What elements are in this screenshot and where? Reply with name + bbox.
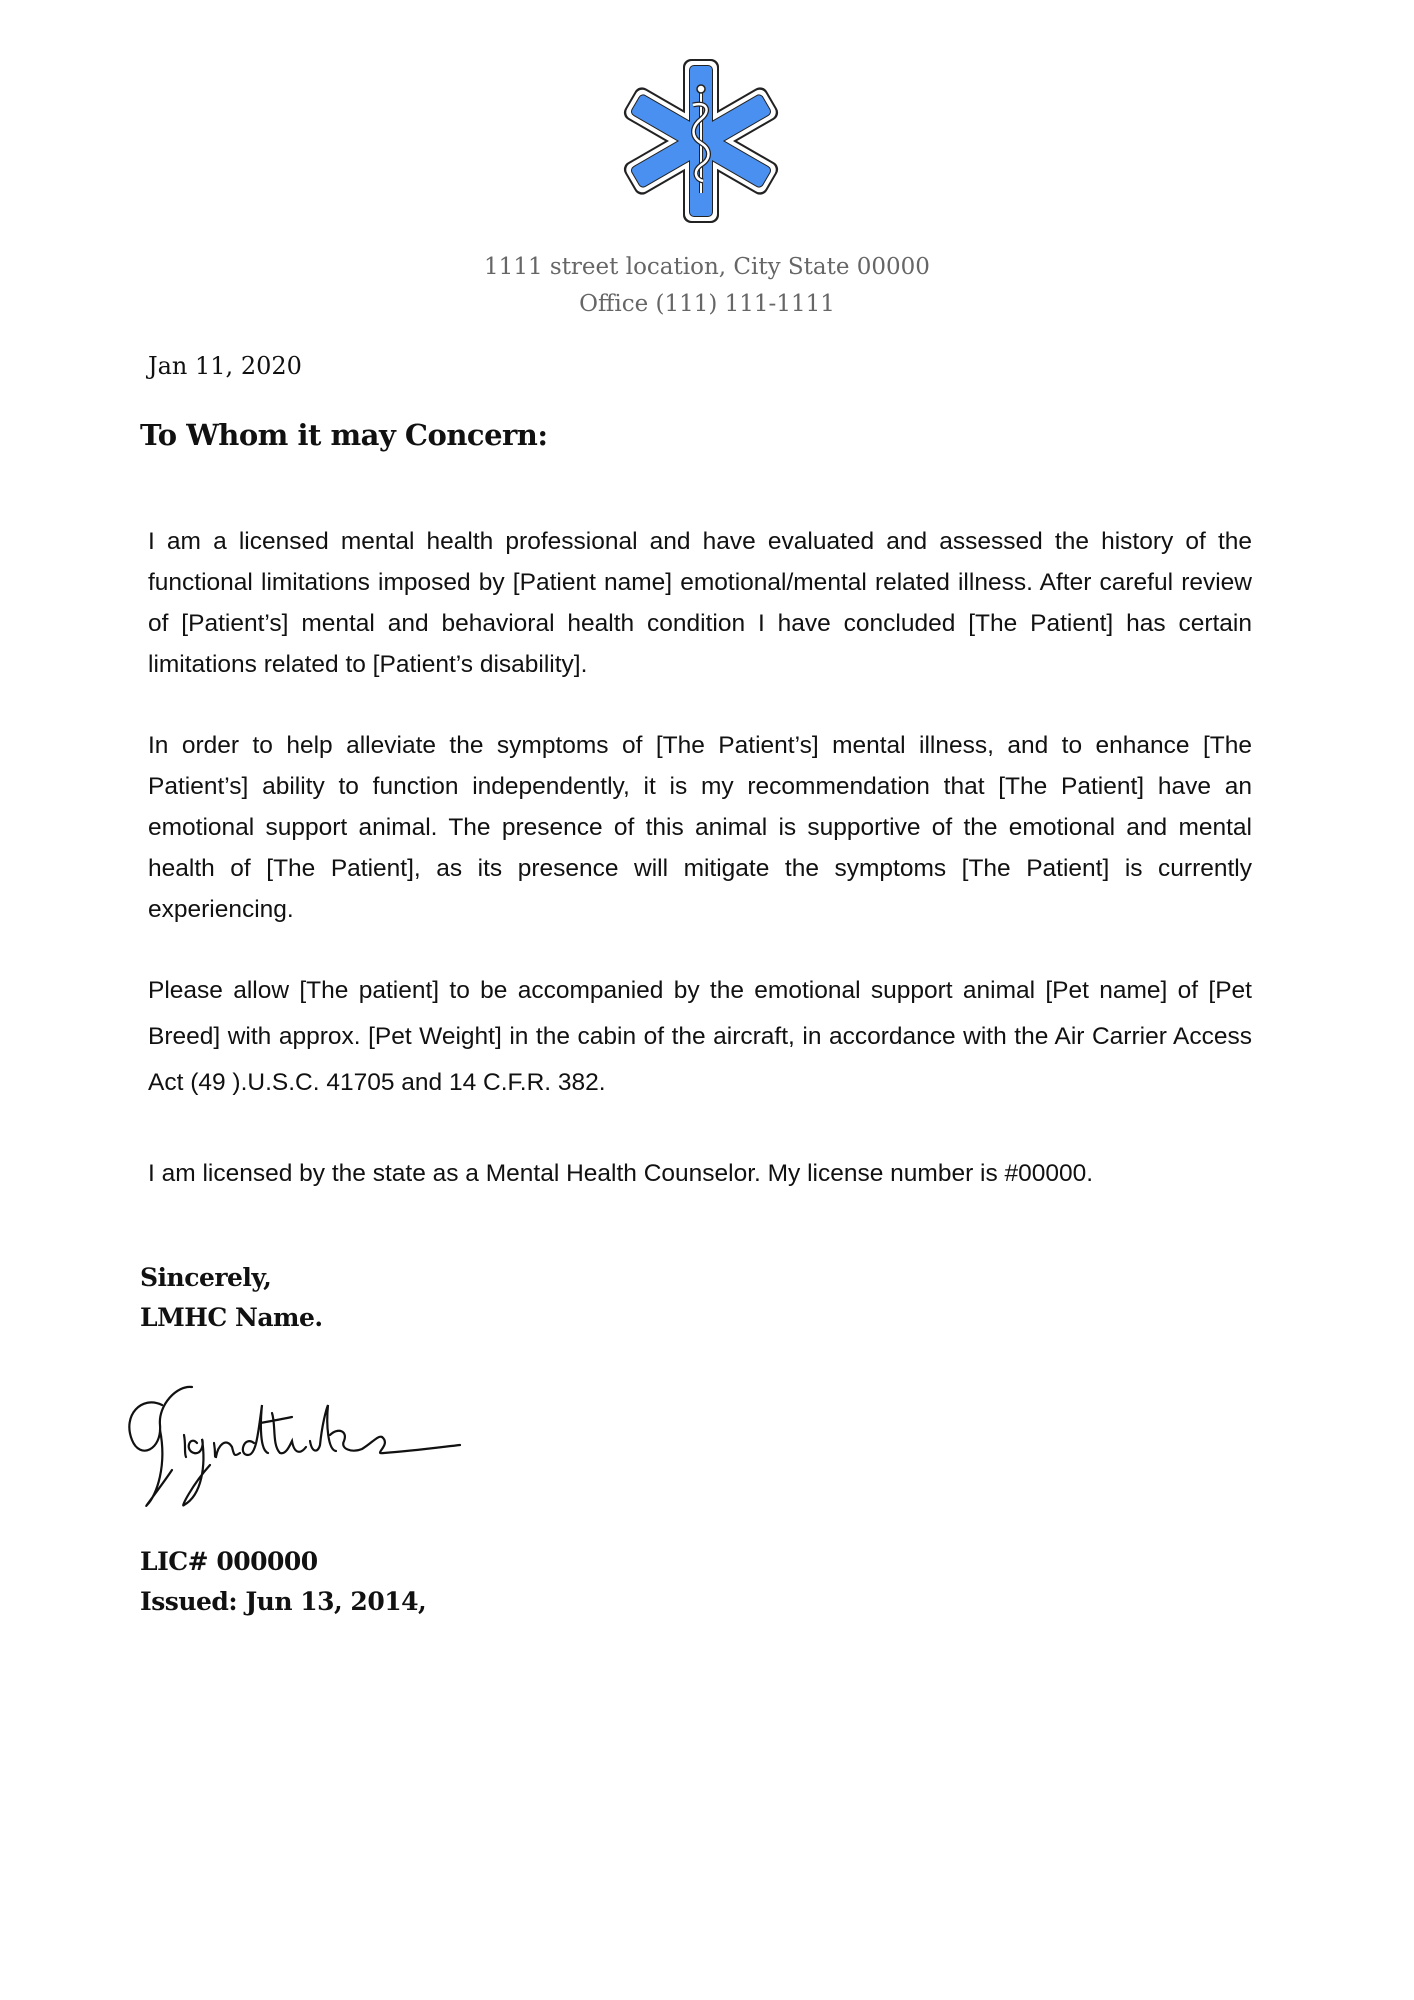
salutation: To Whom it may Concern: bbox=[140, 418, 548, 452]
star-of-life-logo bbox=[616, 52, 786, 230]
paragraph-2: In order to help alleviate the symptoms of [The Patient’s] mental illness, and to enhance [The Patient’s] ability to function independently, it is my recommendation that [The Patient] have an emotional support animal. The presence of this animal is supportive of the emotional and mental health of [The Patient], as its presence will mitigate the symptoms [The Patient] is currently experiencing. bbox=[148, 732, 1252, 923]
letter-date: Jan 11, 2020 bbox=[148, 352, 302, 380]
handwritten-signature bbox=[122, 1365, 462, 1515]
paragraph-4: I am licensed by the state as a Mental Health Counselor. My license number is #00000. bbox=[148, 1160, 1094, 1187]
office-phone: Office (111) 111-1111 bbox=[579, 291, 835, 317]
paragraph-1: I am a licensed mental health professional and have evaluated and assessed the history of the functional limitations imposed by [Patient name] emotional/mental related illness. After careful review of [Patient’s] mental and behavioral health condition I have concluded [The Patient] has certain limitations related to [Patient’s disability]. bbox=[148, 528, 1252, 678]
license-issued-date: Issued: Jun 13, 2014, bbox=[140, 1587, 427, 1616]
license-number: LIC# 000000 bbox=[140, 1547, 318, 1576]
address-line: 1111 street location, City State 00000 bbox=[484, 254, 930, 280]
closing: Sincerely, bbox=[140, 1263, 272, 1292]
paragraph-3: Please allow [The patient] to be accompanied by the emotional support animal [Pet name] of [Pet Breed] with approx. [Pet Weight] in the cabin of the aircraft, in accordance with the Air Carrier Access Act (49 ).U.S.C. 41705 and 14 C.F.R. 382. bbox=[148, 977, 1252, 1096]
signer-name: LMHC Name. bbox=[140, 1303, 323, 1332]
